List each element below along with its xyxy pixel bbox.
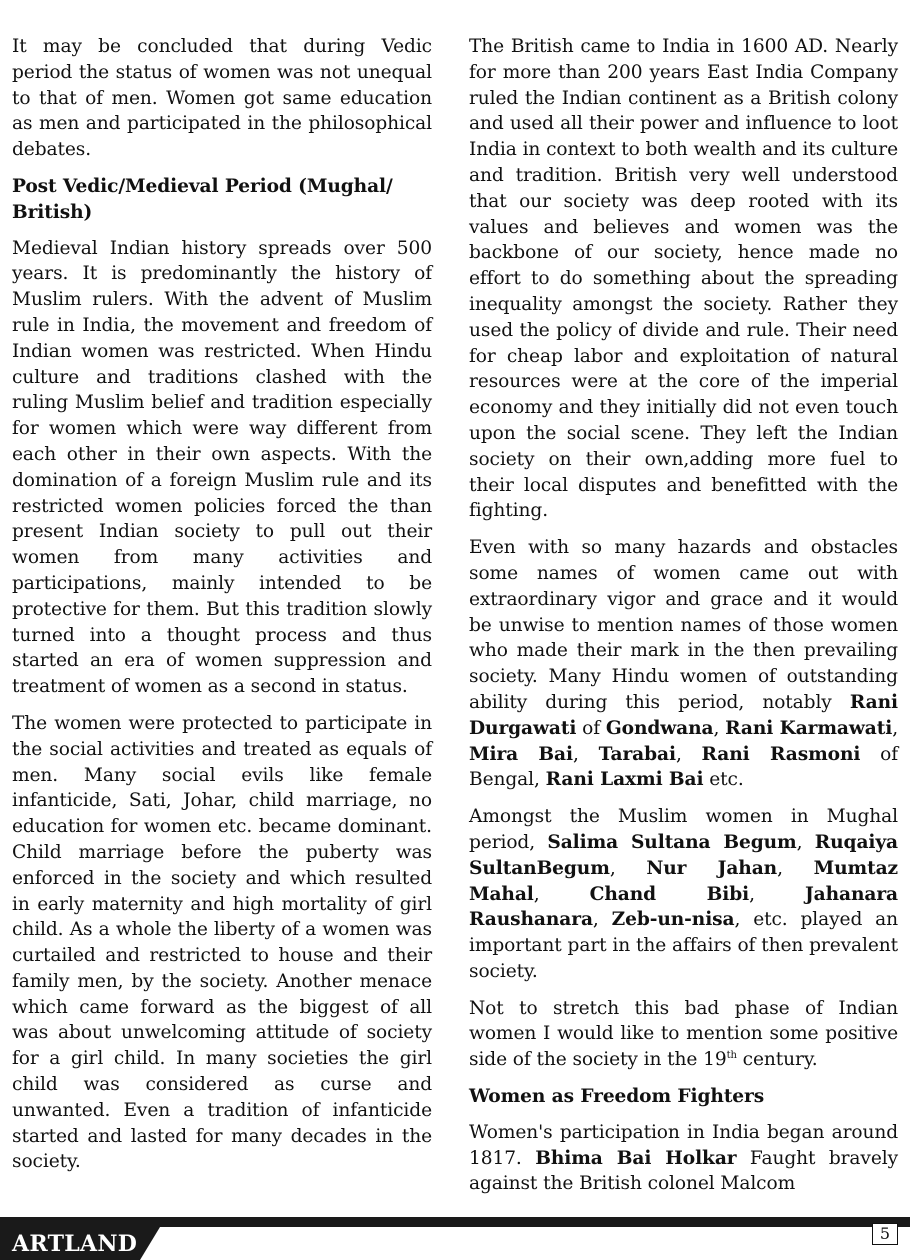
bold-name: Zeb-un-nisa <box>611 909 735 931</box>
bold-name: Jahanara Raushanara <box>469 883 898 931</box>
text-run: etc. <box>703 769 744 791</box>
text-run: Even with so many hazards and obstacles some names of women came out with extraordinary vigor and grace and it would be unwise to mention names of those women who made their mark in the then prevailing society. Many Hindu women of outstanding ability during this period, notably <box>469 537 898 713</box>
text-run: , <box>713 717 726 739</box>
text-run: , etc. played an important part in the affairs of then prevalent society. <box>469 909 899 982</box>
paragraph: Medieval Indian history spreads over 500 years. It is predominantly the history of Muslim rulers. With the advent of Muslim rule in India, the movement and freedom of Indian women was restricted. When Hindu culture and traditions clashed with the ruling Muslim belief and tradition especially for women which were way different from each other in their own aspects. With the domination of a foreign Muslim rule and its restricted women policies forced the than present Indian society to pull out their women from many activities and participations, mainly intended to be protective for them. But this tradition slowly turned into a thought process and thus started an era of women suppression and treatment of women as a second in status. <box>12 237 432 698</box>
bold-name: Salima Sultana Begum <box>547 831 797 853</box>
text-run: , <box>592 909 612 931</box>
page-footer <box>0 1217 910 1260</box>
bold-name: Ruqaiya SultanBegum <box>469 831 899 879</box>
text-run: , <box>609 857 647 879</box>
text-run: , <box>749 883 805 905</box>
text-run: , <box>675 743 702 765</box>
text-run: Not to stretch this bad phase of Indian women I would like to mention some positive side of the society in the 19 <box>469 997 898 1071</box>
bold-name: Rani Karmawati <box>725 717 893 739</box>
text-run: Women's participation in India began around 1817. <box>469 1121 898 1169</box>
bold-name: Bhima Bai Holkar <box>535 1147 737 1169</box>
paragraph: It may be concluded that during Vedic period the status of women was not unequal to that of men. Women got same education as men and participated in the philosophical debates. <box>12 36 432 161</box>
bold-name: Rani Laxmi Bai <box>545 769 704 791</box>
text-run: century. <box>736 1049 818 1071</box>
section-heading: Post Vedic/Medieval Period (Mughal/ British) <box>12 175 393 223</box>
bold-name: Chand Bibi <box>589 883 750 905</box>
bold-name: Tarabai <box>598 743 676 765</box>
paragraph: The women were protected to participate in the social activities and treated as equals of men. Many social evils like female infanticide, Sati, Johar, child marriage, no education for women etc. became dominant. Child marriage before the puberty was enforced in the society and which resulted in early maternity and high mortality of girl child. As a whole the liberty of a women was curtailed and restricted to house and their family men, by the society. Another menace which came forward as the biggest of all was about unwelcoming attitude of society for a girl child. In many societies the girl child was considered as curse and unwanted. Even a tradition of infanticide started and lasted for many decades in the society. <box>12 712 432 1173</box>
bold-name: Mumtaz Mahal <box>469 857 899 905</box>
text-run: , <box>796 831 815 853</box>
text-run: Faught bravely against the British colonel Malcom <box>469 1147 898 1195</box>
superscript: th <box>726 1050 737 1062</box>
bold-name: Mira Bai <box>469 743 573 765</box>
paragraph <box>469 804 898 985</box>
text-run: , <box>892 717 898 739</box>
section-heading: Women as Freedom Fighters <box>469 1086 765 1108</box>
bold-name: Gondwana <box>605 717 714 739</box>
page-number: 5 <box>872 1223 898 1245</box>
paragraph <box>469 996 898 1073</box>
text-run: , <box>777 857 814 879</box>
brand-name: ARTLAND <box>12 1231 138 1257</box>
footer-slant <box>140 1227 160 1260</box>
text-run: , <box>533 883 590 905</box>
bold-name: Rani Durgawati <box>469 691 898 739</box>
paragraph <box>469 1120 898 1197</box>
text-run: of <box>576 717 606 739</box>
paragraph: The British came to India in 1600 AD. Nearly for more than 200 years East India Company ruled the Indian continent as a British colony and used all their power and influence to loot India in context to both wealth and its culture and tradition. British very well understood that our society was deep rooted with its values and believes and women was the backbone of our society, hence made no effort to do something about the spreading inequality amongst the society. Rather they used the policy of divide and rule. Their need for cheap labor and exploitation of natural resources were at the core of the imperial economy and they initially did not even touch upon the social scene. They left the Indian society on their own,adding more fuel to their local disputes and benefitted with the fighting. <box>469 36 898 522</box>
text-run: Amongst the Muslim women in Mughal period, <box>469 806 898 853</box>
bold-name: Rani Rasmoni <box>701 743 861 765</box>
text-run: of Bengal, <box>469 743 898 791</box>
paragraph <box>469 535 898 793</box>
bold-name: Nur Jahan <box>646 857 778 879</box>
left-column <box>12 34 432 1186</box>
right-column <box>469 34 898 1208</box>
text-run: , <box>572 743 599 765</box>
